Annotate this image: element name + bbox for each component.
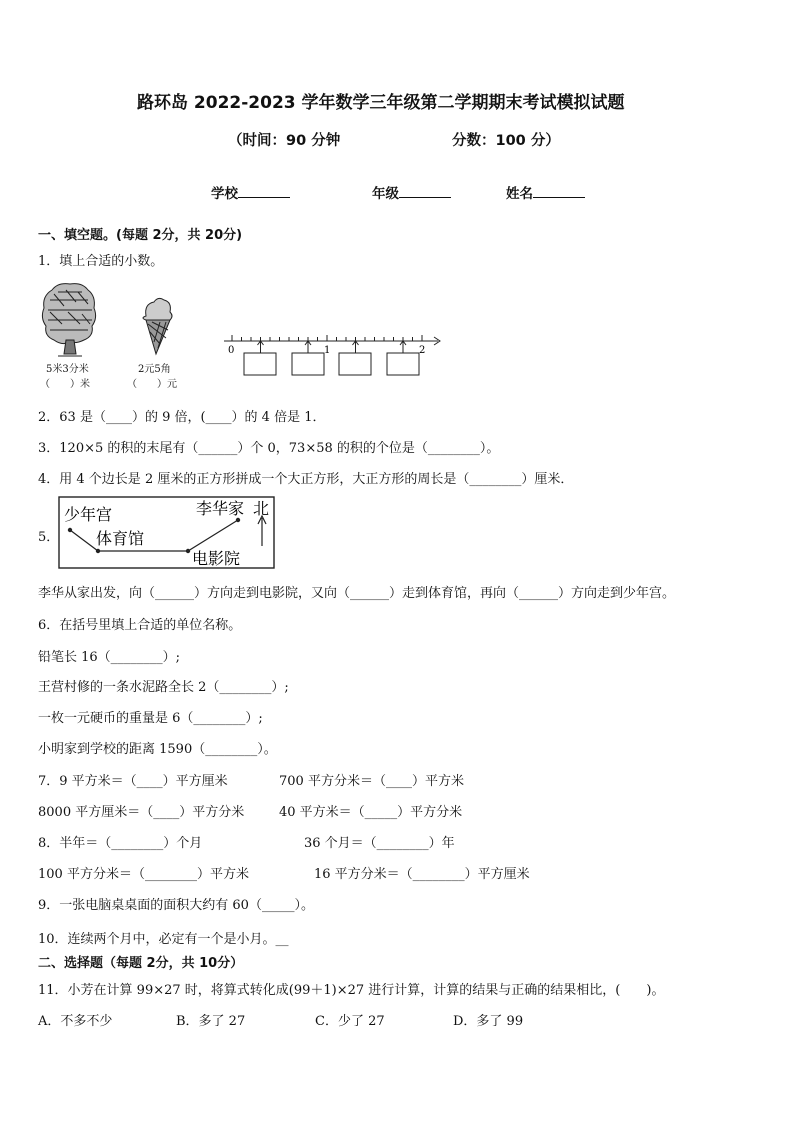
tree-caption: 5米3分米 xyxy=(46,364,89,375)
question-7a: 7．9 平方米＝（____）平方厘米 xyxy=(38,774,228,789)
question-8c: 100 平方分米＝（________）平方米 xyxy=(38,867,249,882)
question-9: 9．一张电脑桌桌面的面积大约有 60（_____）。 xyxy=(38,898,314,913)
question-6d: 小明家到学校的距离 1590（________）。 xyxy=(38,742,277,757)
tree-answer-blank[interactable]: （ ）米 xyxy=(40,379,90,390)
question-6a: 铅笔长 16（________）; xyxy=(38,650,181,665)
question-8d: 16 平方分米＝（________）平方厘米 xyxy=(314,867,530,882)
grade-field[interactable] xyxy=(372,182,451,202)
question-10: 10．连续两个月中，必定有一个是小月。__ xyxy=(38,932,289,947)
question-7d: 40 平方米＝（_____）平方分米 xyxy=(279,805,463,820)
route-map xyxy=(58,496,276,570)
name-blank[interactable] xyxy=(533,183,585,198)
school-blank[interactable] xyxy=(238,183,290,198)
name-field[interactable] xyxy=(506,182,585,202)
option-a[interactable]: A．不多不少 xyxy=(38,1014,113,1029)
school-label: 学校 xyxy=(211,186,238,202)
name-label: 姓名 xyxy=(506,186,533,202)
ice-cream-icon xyxy=(136,294,180,358)
grade-blank[interactable] xyxy=(399,183,451,198)
tiyuguan-label: 体育馆 xyxy=(96,529,145,548)
tick-label-1: 1 xyxy=(324,345,331,356)
question-8b: 36 个月＝（________）年 xyxy=(304,836,455,851)
time-label: （时间：90 分钟 xyxy=(228,133,341,149)
option-d[interactable]: D．多了 99 xyxy=(453,1014,524,1029)
tick-label-0: 0 xyxy=(228,345,235,356)
tick-label-2: 2 xyxy=(419,345,426,356)
question-6c: 一枚一元硬币的重量是 6（________）; xyxy=(38,711,263,726)
question-5-text: 李华从家出发，向（______）方向走到电影院，又向（______）走到体育馆，再向（______）方向走到少年宫。 xyxy=(38,586,676,601)
option-b[interactable]: B．多了 27 xyxy=(176,1014,246,1029)
school-field[interactable] xyxy=(211,182,290,202)
tree-icon xyxy=(38,280,102,360)
page-title: 路环岛 2022-2023 学年数学三年级第二学期期末考试模拟试题 xyxy=(137,93,625,113)
question-5-number: 5． xyxy=(38,530,60,545)
shaoniangong-label: 少年宫 xyxy=(64,505,113,524)
lihuajia-label: 李华家 xyxy=(196,499,245,518)
dianyingyuan-label: 电影院 xyxy=(192,549,241,568)
section-2-heading: 二、选择题（每题 2分，共 10分） xyxy=(38,956,244,971)
question-1: 1．填上合适的小数。 xyxy=(38,254,164,269)
question-8a: 8．半年＝（________）个月 xyxy=(38,836,203,851)
ice-cream-answer-blank[interactable]: （ ）元 xyxy=(127,379,177,390)
question-6b: 王营村修的一条水泥路全长 2（________）; xyxy=(38,680,289,695)
ice-cream-caption: 2元5角 xyxy=(138,364,171,375)
question-7c: 8000 平方厘米＝（____）平方分米 xyxy=(38,805,245,820)
grade-label: 年级 xyxy=(372,186,399,202)
question-11: 11．小芳在计算 99×27 时，将算式转化成(99＋1)×27 进行计算，计算的结果与正确的结果相比，( )。 xyxy=(38,983,665,998)
question-7b: 700 平方分米＝（____）平方米 xyxy=(279,774,464,789)
question-4: 4．用 4 个边长是 2 厘米的正方形拼成一个大正方形，大正方形的周长是（________）厘米． xyxy=(38,472,574,487)
score-label: 分数：100 分） xyxy=(452,133,560,149)
north-label: 北 xyxy=(253,499,270,518)
number-line xyxy=(220,325,446,381)
section-1-heading: 一、填空题。(每题 2分，共 20分) xyxy=(38,228,243,243)
question-2: 2．63 是（____）的 9 倍，(____）的 4 倍是 1． xyxy=(38,410,326,425)
question-6: 6．在括号里填上合适的单位名称。 xyxy=(38,618,242,633)
option-c[interactable]: C．少了 27 xyxy=(315,1014,385,1029)
question-3: 3．120×5 的积的末尾有（______）个 0，73×58 的积的个位是（________）。 xyxy=(38,441,500,456)
